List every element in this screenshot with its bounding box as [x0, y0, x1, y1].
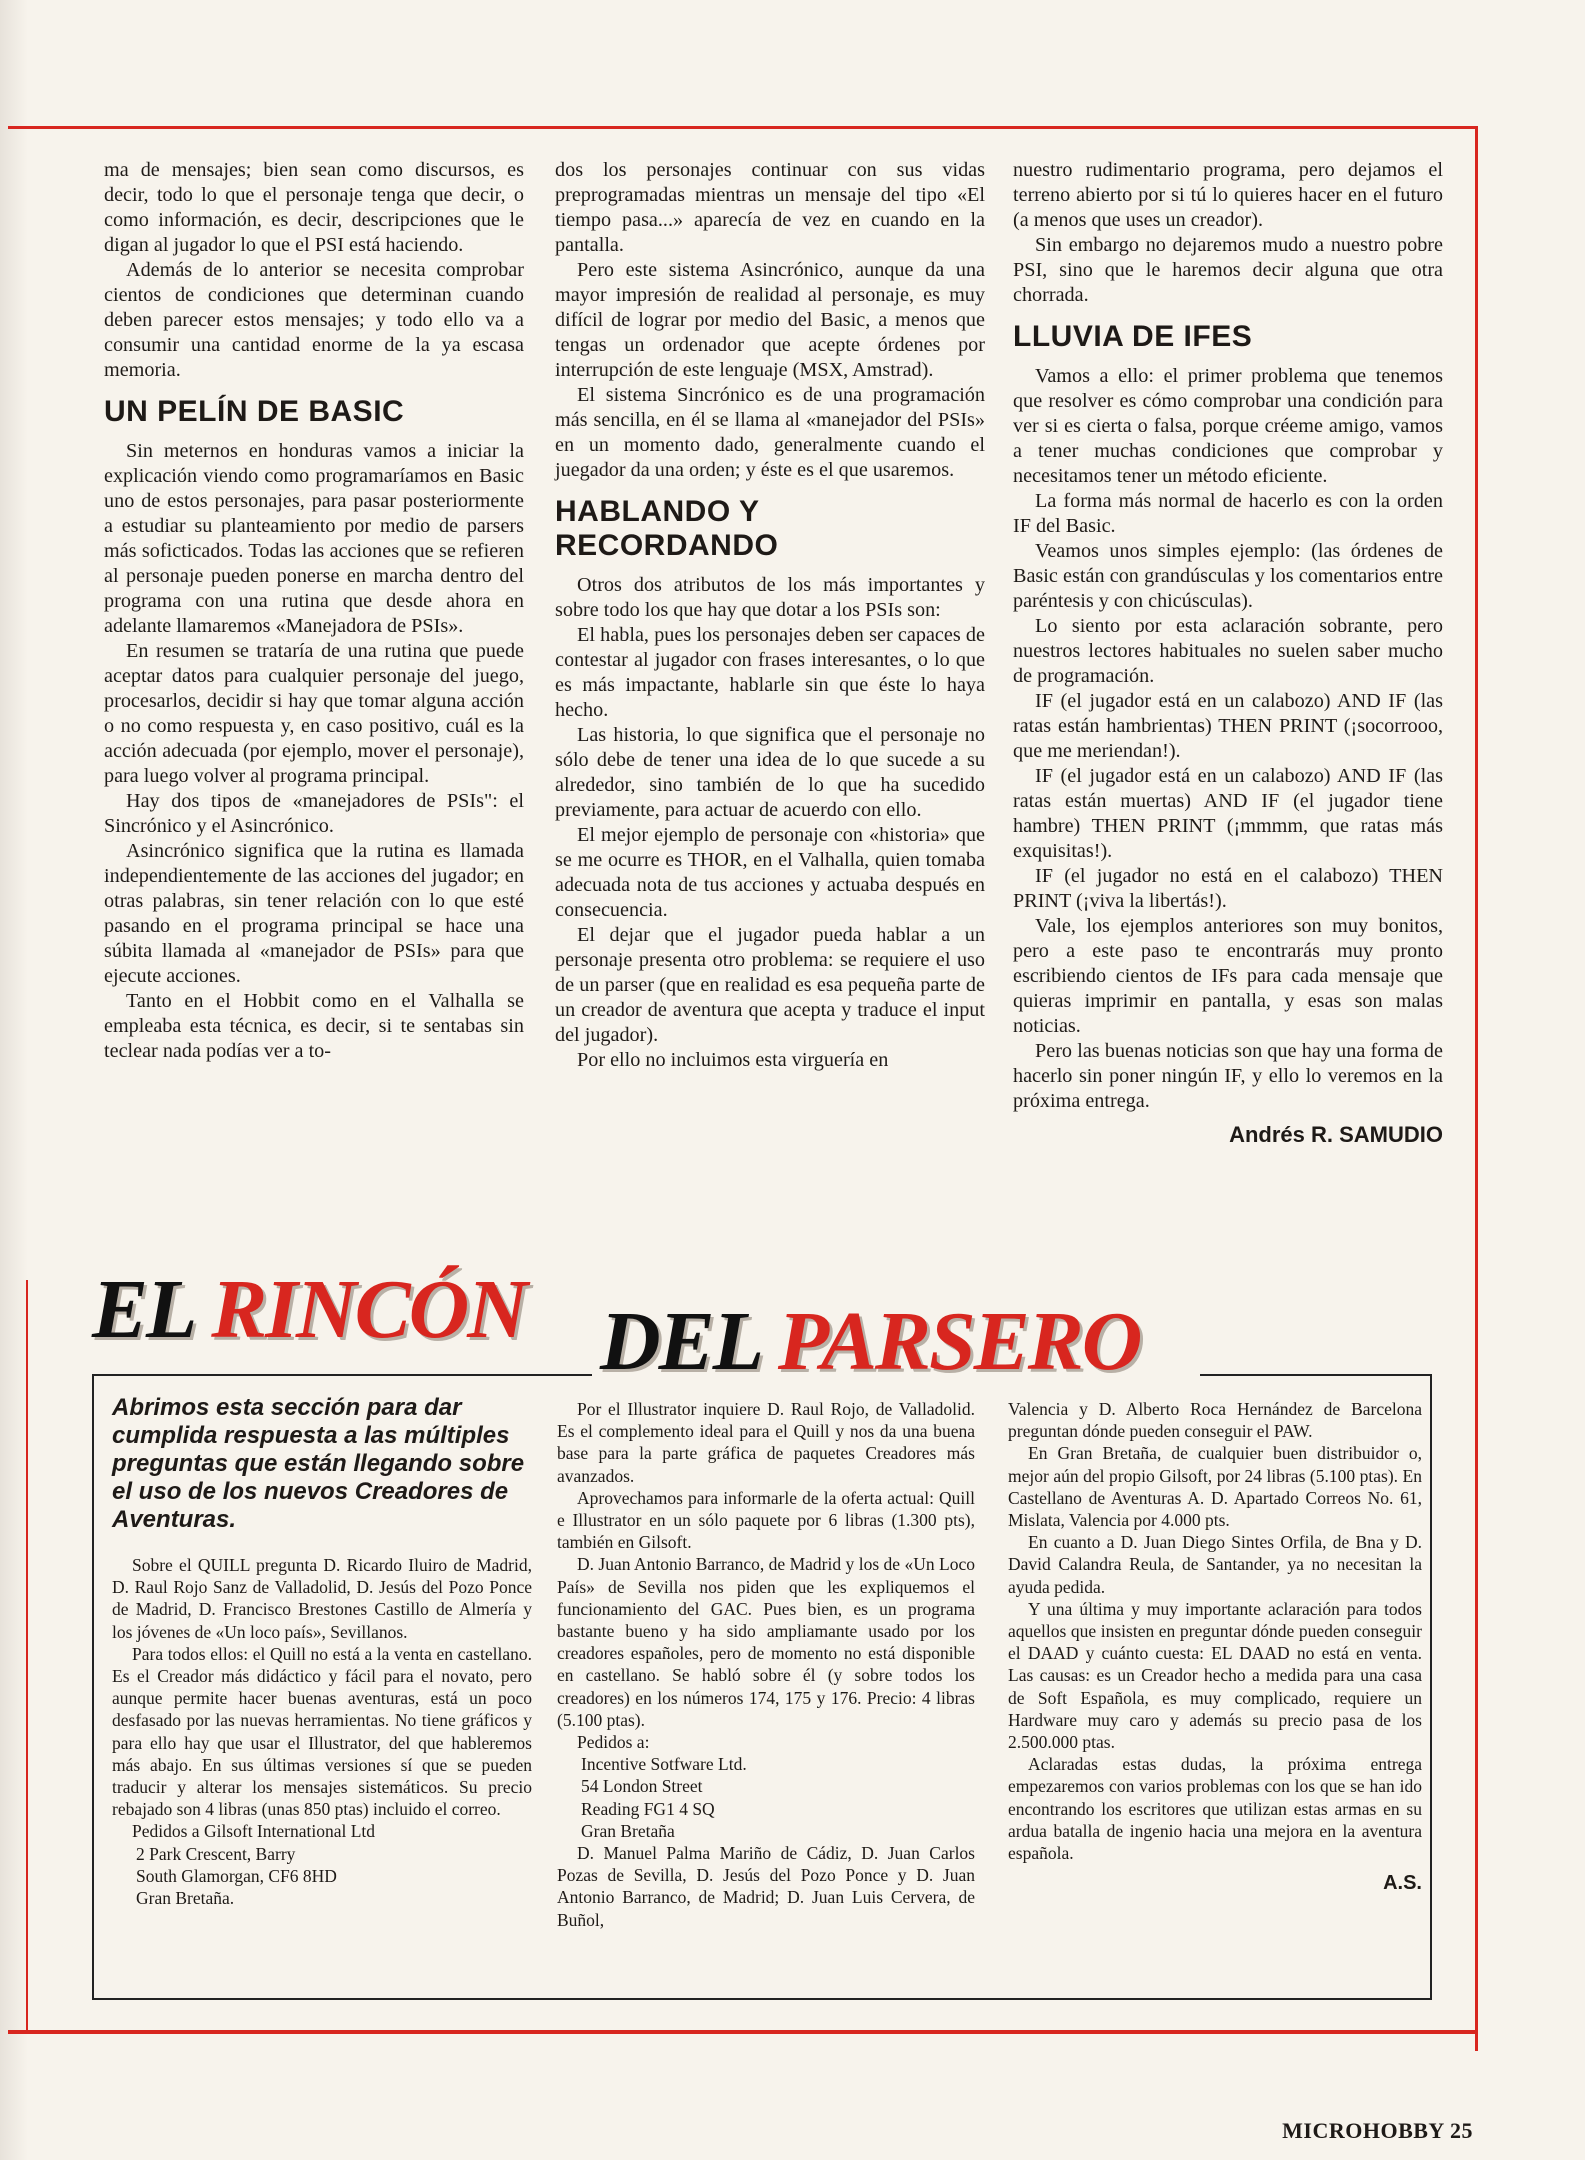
frame-right: [1475, 126, 1478, 2051]
paragraph: Aclaradas estas dudas, la próxima entrega empezaremos con varios problemas con los que se han ido encontrando los escritores que utilizan estas armas en su ardua batalla de ingenio hacia una mejora en la aventura española.: [1008, 1754, 1422, 1864]
paragraph: Aprovechamos para informarle de la oferta actual: Quill e Illustrator en un sólo paquete por 6 libras (1.300 pts), también en Gilsoft.: [557, 1487, 975, 1553]
box-left: [92, 1374, 94, 2000]
paragraph: Hay dos tipos de «manejadores de PSIs": el Sincrónico y el Asincrónico.: [104, 790, 524, 837]
address-line: 54 London Street: [581, 1776, 703, 1797]
paragraph: Por el Illustrator inquiere D. Raul Rojo, de Valladolid. Es el complemento ideal para el Quill y nos da una buena base para la parte gráfica de paquetes Creadores más avanzados.: [557, 1399, 975, 1486]
section-title-line1: [92, 1263, 526, 1356]
paragraph: Para todos ellos: el Quill no está a la venta en castellano. Es el Creador más didáctico y fácil para el novato, pero aunque permite hacer buenas aventuras, está un poco desfasado por las nuevas herramientas. No tiene gráficos y para ello hay que usar el Illustrator, del que hableremos más abajo. En sus últimas versiones sí que se pueden traducir y alterar los mensajes sistemáticos. Su precio rebajado son 4 libras (unas 850 ptas) incluido el correo.: [112, 1643, 532, 1820]
section-column-2: [557, 1398, 975, 1931]
paragraph: dos los personajes continuar con sus vidas preprogramadas mientras un mensaje del tipo «El tiempo pasa...» aparecía de vez en cuando en la pantalla.: [555, 159, 985, 256]
box-bottom: [92, 1998, 1432, 2000]
section-column-1: [112, 1394, 532, 1909]
article-column-1: [104, 158, 524, 1064]
paragraph: Pedidos a Gilsoft International Ltd: [132, 1821, 376, 1842]
page-footer: [1282, 2118, 1473, 2144]
author-signature: Andrés R. SAMUDIO: [1229, 1122, 1443, 1147]
paragraph: Las historia, lo que significa que el personaje no sólo debe de tener una idea de lo que sucede a su alrededor, sino también de lo que ha sucedido previamente, para actuar de acuerdo con ello.: [555, 724, 985, 821]
paragraph: D. Juan Antonio Barranco, de Madrid y los de «Un Loco País» de Sevilla nos piden que les expliquemos el funcionamiento del GAC. Pues bien, es un programa bastante bueno y ha sido ampliamante usado por los creadores españoles, pero de momento no está disponible en castellano. Se habló sobre él (y sobre todos los creadores) en los números 174, 175 y 176. Precio: 4 libras (5.100 ptas).: [557, 1554, 975, 1730]
paragraph: Sobre el QUILL pregunta D. Ricardo Iluiro de Madrid, D. Raul Rojo Sanz de Valladolid, D. Jesús del Pozo Ponce de Madrid, D. Francisco Brestones Castillo de Almería y los jóvenes de «Un loco país», Sevillanos.: [112, 1555, 532, 1642]
paragraph: Asincrónico significa que la rutina es llamada independientemente de las acciones del jugador; en otras palabras, sin tener relación con lo que esté pasando en el programa principal se hace una súbita llamada al «manejador de PSIs» para que ejecute acciones.: [104, 840, 524, 987]
paragraph: El habla, pues los personajes deben ser capaces de contestar al jugador con frases interesantes, o lo que es más impactante, hablarle sin que éste lo haya hecho.: [555, 624, 985, 721]
paragraph: En resumen se trataría de una rutina que puede aceptar datos para cualquier personaje del juego, procesarlos, decidir si hay que tomar alguna acción o no como respuesta y, en caso positivo, cuál es la acción adecuada (por ejemplo, mover el personaje), para luego volver al programa principal.: [104, 640, 524, 787]
title-word: DEL: [600, 1295, 759, 1388]
frame-bottom: [8, 2030, 1478, 2034]
paragraph: Vamos a ello: el primer problema que tenemos que resolver es cómo comprobar una condición para ver si es cierta o falsa, porque créeme amigo, vamos a tener muchas condiciones que comprobar y necesitamos tener un método eficiente.: [1013, 365, 1443, 487]
box-right: [1430, 1374, 1432, 2000]
heading-hablando: HABLANDO Y RECORDANDO: [555, 495, 779, 562]
address-line: Reading FG1 4 SQ: [581, 1798, 715, 1819]
paragraph: IF (el jugador no está en el calabozo) THEN PRINT (¡viva la libertás!).: [1013, 865, 1443, 912]
paragraph: Tanto en el Hobbit como en el Valhalla se empleaba esta técnica, es decir, si te sentabas sin teclear nada podías ver a to-: [104, 990, 524, 1062]
paragraph: Por ello no incluimos esta virguería en: [577, 1049, 889, 1071]
paragraph: El sistema Sincrónico es de una programación más sencilla, en él se llama al «manejador del PSIs» en un momento dado, generalmente cuando el juegador da una orden; y éste es el que usaremos.: [555, 384, 985, 481]
paragraph: En Gran Bretaña, de cualquier buen distribuidor o, mejor aún del propio Gilsoft, por 24 libras (5.100 ptas). En Castellano de Aventuras A. D. Apartado Correos No. 61, Mislata, Valencia por 4.000 pts.: [1008, 1443, 1422, 1531]
paragraph: D. Manuel Palma Mariño de Cádiz, D. Juan Carlos Pozas de Sevilla, D. Jesús del Pozo Ponce y D. Juan Antonio Barranco, de Madrid; D. Juan Luis Cervera, de Buñol,: [557, 1843, 975, 1930]
paragraph: El dejar que el jugador pueda hablar a un personaje presenta otro problema: se requiere el uso de un parser (que en realidad es esa pequeña parte de un creador de aventura que acepta y traduce el input del jugador).: [555, 924, 985, 1046]
paragraph: nuestro rudimentario programa, pero dejamos el terreno abierto por si tú lo quieres hacer en el futuro (a menos que uses un creador).: [1013, 159, 1443, 231]
paragraph: Vale, los ejemplos anteriores son muy bonitos, pero a este paso te encontrarás muy pronto escribiendo cientos de IFs para cada mensaje que quieras imprimir en pantalla, y esas son malas noticias.: [1013, 915, 1443, 1037]
paragraph: Y una última y muy importante aclaración para todos aquellos que insisten en preguntar dónde pueden conseguir el DAAD y cuánto cuesta: EL DAAD no está en venta. Las causas: es un Creador hecho a medida para una casa de Soft Española, es muy complicado, requiere un Hardware muy caro y además su precio pasa de los 2.500.000 ptas.: [1008, 1598, 1422, 1753]
address-line: 2 Park Crescent, Barry: [136, 1843, 296, 1864]
paragraph: Sin embargo no dejaremos mudo a nuestro pobre PSI, sino que le haremos decir alguna que otra chorrada.: [1013, 234, 1443, 306]
paragraph: Pero las buenas noticias son que hay una forma de hacerlo sin poner ningún IF, y ello lo veremos en la próxima entrega.: [1013, 1040, 1443, 1112]
paragraph: La forma más normal de hacerlo es con la orden IF del Basic.: [1013, 490, 1443, 537]
frame-top: [8, 126, 1478, 129]
address-line: Gran Bretaña: [581, 1820, 675, 1841]
frame-left: [26, 1280, 28, 2030]
box-top-left: [92, 1374, 592, 1376]
paragraph: Pedidos a:: [577, 1732, 650, 1753]
paragraph: El mejor ejemplo de personaje con «historia» que se me ocurre es THOR, en el Valhalla, quien tomaba adecuada nota de tus acciones y actuaba después en consecuencia.: [555, 824, 985, 921]
section-title-line2: [600, 1295, 1141, 1388]
paragraph: IF (el jugador está en un calabozo) AND IF (las ratas están hambrientas) THEN PRINT (¡socorrooo, que me meriendan!).: [1013, 690, 1443, 762]
paragraph: Veamos unos simples ejemplo: (las órdenes de Basic están con grandúsculas y los comentarios entre paréntesis y con chicúsculas).: [1013, 540, 1443, 612]
paragraph: Pero este sistema Asincrónico, aunque da una mayor impresión de realidad al personaje, es muy difícil de lograr por medio del Basic, a menos que tengas un ordenador que acepte órdenes por interrupción de este lenguaje (MSX, Amstrad).: [555, 259, 985, 381]
heading-ifes: LLUVIA DE IFES: [1013, 320, 1253, 353]
section-intro: Abrimos esta sección para dar cumplida respuesta a las múltiples preguntas que están llegando sobre el uso de los nuevos Creadores de Aventuras.: [112, 1394, 525, 1533]
box-top-right: [1200, 1374, 1432, 1376]
paragraph: Otros dos atributos de los más importantes y sobre todo los que hay que dotar a los PSIs son:: [555, 574, 985, 621]
paragraph: Además de lo anterior se necesita comprobar cientos de condiciones que determinan cuando deben parecer estos mensajes; y todo ello va a consumir una cantidad enorme de la ya escasa memoria.: [104, 259, 524, 381]
title-word: PARSERO: [777, 1295, 1141, 1388]
address-line: South Glamorgan, CF6 8HD: [136, 1865, 337, 1886]
paragraph: Valencia y D. Alberto Roca Hernández de Barcelona preguntan dónde pueden conseguir el PAW.: [1008, 1399, 1422, 1442]
section-column-3: [1008, 1398, 1422, 1894]
page-fold-shadow: [0, 0, 28, 2160]
paragraph: Lo siento por esta aclaración sobrante, pero nuestros lectores habituales no suelen saber mucho de programación.: [1013, 615, 1443, 687]
paragraph: En cuanto a D. Juan Diego Sintes Orfila, de Bna y D. David Calandra Reula, de Santander, ya no necesitan la ayuda pedida.: [1008, 1532, 1422, 1597]
article-column-3: [1013, 158, 1443, 1147]
page-number: 25: [1450, 2118, 1473, 2143]
paragraph: IF (el jugador está en un calabozo) AND IF (las ratas están muertas) AND IF (el jugador tiene hambre) THEN PRINT (¡mmmm, que ratas más exquisitas!).: [1013, 765, 1443, 862]
address-line: Incentive Sotfware Ltd.: [581, 1754, 747, 1775]
heading-basic: UN PELÍN DE BASIC: [104, 395, 405, 428]
magazine-name: MICROHOBBY: [1282, 2118, 1444, 2143]
article-column-2: [555, 158, 985, 1073]
section-initials: A.S.: [1383, 1872, 1422, 1895]
paragraph: ma de mensajes; bien sean como discursos, es decir, todo lo que el personaje tenga que decir, o como información, es decir, descripciones que le digan al jugador lo que el PSI está haciendo.: [104, 159, 524, 256]
title-word: EL: [92, 1263, 193, 1356]
address-line: Gran Bretaña.: [136, 1888, 235, 1909]
title-word: RINCÓN: [211, 1263, 526, 1356]
paragraph: Sin meternos en honduras vamos a iniciar la explicación viendo como programaríamos en Basic uno de estos personajes, para pasar posteriormente a estudiar su planteamiento por medio de parsers más soficticados. Todas las acciones que se refieren al personaje pueden ponerse en marcha dentro del programa con una rutina que desde ahora en adelante llamaremos «Manejadora de PSIs».: [104, 440, 524, 637]
